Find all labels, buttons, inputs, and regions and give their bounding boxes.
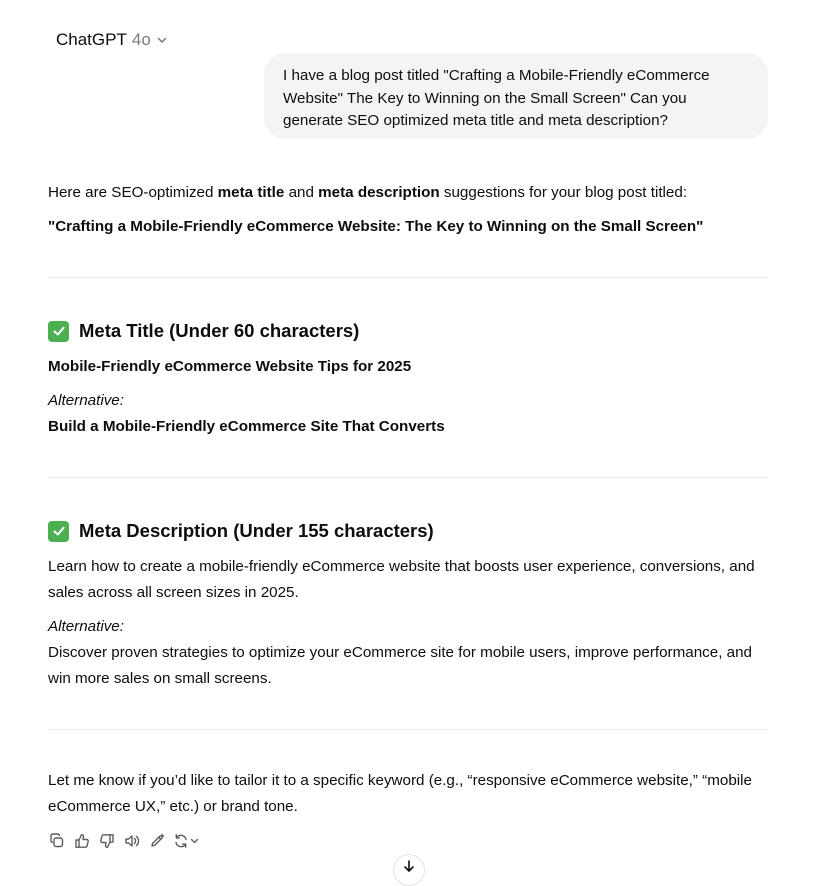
divider [48,277,768,278]
meta-title-primary: Mobile-Friendly eCommerce Website Tips for 2025 [48,358,412,375]
meta-description-alternative: Discover proven strategies to optimize your eCommerce site for mobile users, improve performance, and win more sales on small screens. [48,644,752,687]
model-name: ChatGPT [56,30,127,49]
meta-description-primary: Learn how to create a mobile-friendly eCommerce website that boosts user experience, conversions, and sales across all screen sizes in 2025. [48,558,755,601]
user-message-bubble: I have a blog post titled "Crafting a Mobile-Friendly eCommerce Website" The Key to Winning on the Small Screen" Can you generate SEO optimized meta title and meta description? [264,53,768,139]
intro-text-and: and [284,184,319,201]
check-mark-icon [48,521,69,542]
intro-text: Here are SEO-optimized [48,184,218,201]
copy-icon[interactable] [48,833,65,850]
arrow-down-icon [402,859,416,873]
post-title: "Crafting a Mobile-Friendly eCommerce Website: The Key to Winning on the Small Screen" [48,218,704,235]
thumbs-down-icon[interactable] [98,833,115,850]
regenerate-icon[interactable] [173,833,203,850]
thumbs-up-icon[interactable] [73,833,90,850]
check-mark-icon [48,321,69,342]
meta-description-heading-text: Meta Description (Under 155 characters) [79,520,434,541]
model-version: 4o [131,30,151,49]
meta-title-heading [48,316,359,346]
intro-bold-meta-title: meta title [217,184,285,201]
edit-icon[interactable] [148,833,165,850]
divider [48,729,768,730]
meta-title-heading-text: Meta Title (Under 60 characters) [79,320,360,341]
intro-bold-meta-description: meta description [318,184,440,201]
meta-title-alt-label: Alternative: [48,392,124,409]
model-selector[interactable] [48,28,176,52]
response-closing: Let me know if you’d like to tailor it to a specific keyword (e.g., “responsive eCommerce website,” “mobile eCommerce UX,” etc.) or brand tone. [48,772,752,815]
scroll-to-bottom-button[interactable] [393,854,425,886]
intro-text-suffix: suggestions for your blog post titled: [439,184,688,201]
read-aloud-icon[interactable] [123,833,140,850]
meta-description-alt-label: Alternative: [48,618,124,635]
chevron-down-icon [156,34,168,46]
meta-description-heading [48,516,434,546]
message-actions [48,831,203,851]
meta-title-alternative: Build a Mobile-Friendly eCommerce Site That Converts [48,418,445,435]
response-intro [48,180,770,206]
divider [48,477,768,478]
